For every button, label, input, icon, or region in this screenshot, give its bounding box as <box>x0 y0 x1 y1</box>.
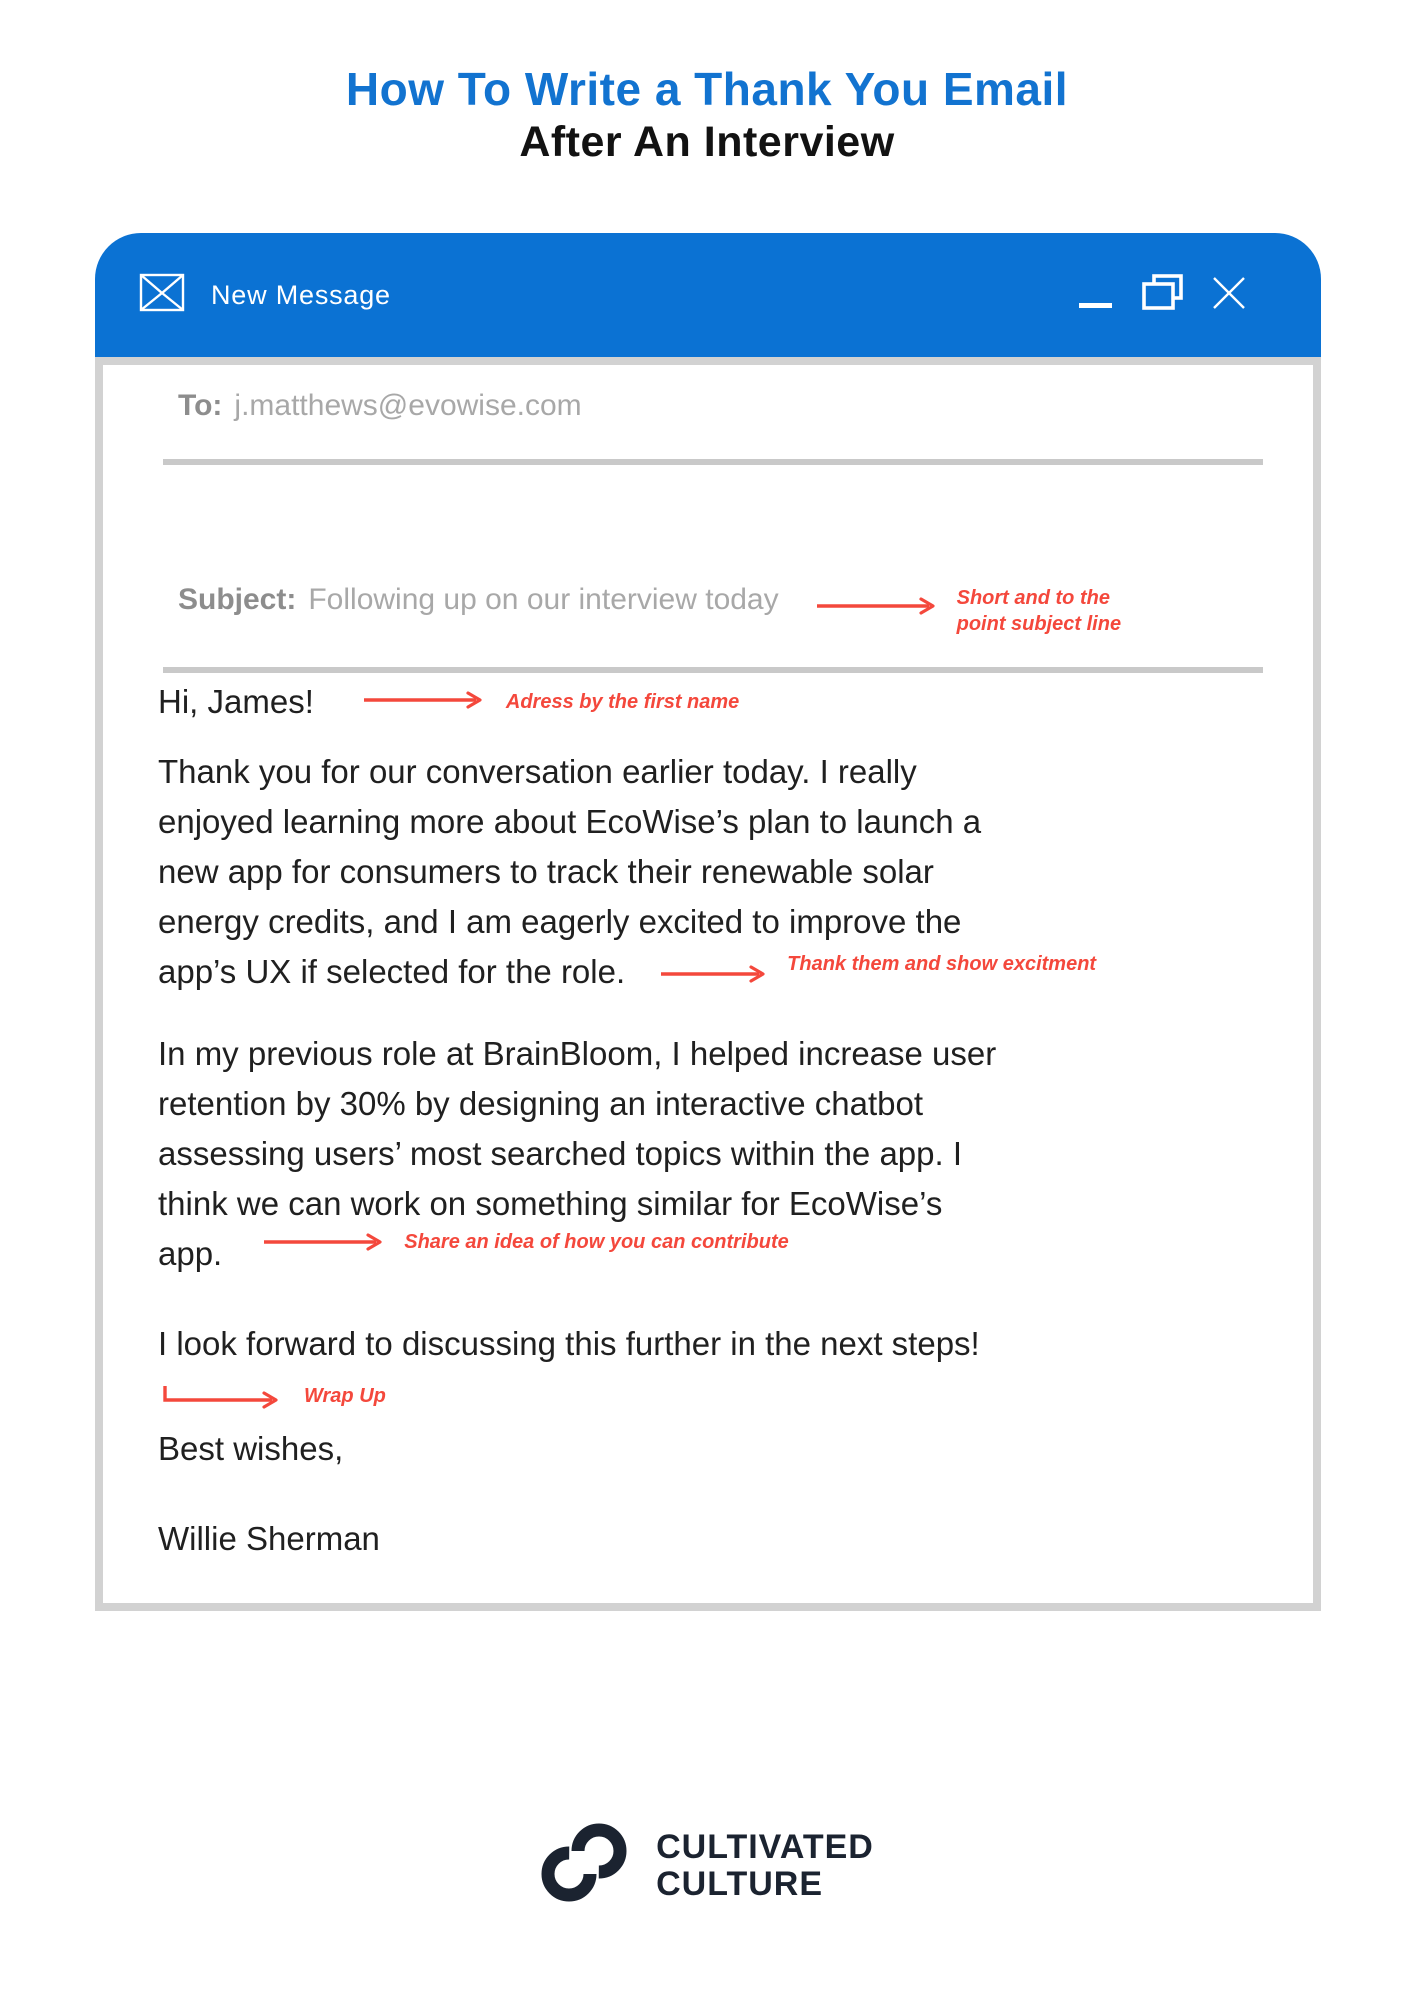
subject-annotation <box>817 583 1135 637</box>
field-divider <box>163 459 1263 465</box>
body-text-line: energy credits, and I am eagerly excited to improve the <box>158 903 962 940</box>
page-title: How To Write a Thank You Email <box>345 63 1069 115</box>
arrow-right-icon <box>661 963 769 985</box>
to-label: To: <box>178 389 223 422</box>
email-window-body <box>95 357 1321 1611</box>
arrow-right-icon <box>817 595 939 617</box>
greeting-annotation-text: Adress by the first name <box>505 691 740 713</box>
wrapup-annotation <box>158 1381 1313 1411</box>
to-value: j.matthews@evowise.com <box>234 389 582 422</box>
body-text-line: assessing users’ most searched topics within the app. I <box>158 1135 963 1172</box>
envelope-icon <box>139 272 185 318</box>
body-text-line: think we can work on something similar for EcoWise’s <box>158 1185 943 1222</box>
to-field[interactable] <box>103 389 1313 423</box>
signature-text: Willie Sherman <box>158 1520 380 1557</box>
brand-line1: CULTIVATED <box>656 1827 874 1866</box>
email-message-body[interactable] <box>103 677 1313 1564</box>
excitement-annotation <box>661 947 1097 985</box>
signoff-text: Best wishes, <box>158 1430 344 1467</box>
arrow-right-icon <box>364 689 486 711</box>
body-text-line: enjoyed learning more about EcoWise’s plan to launch a <box>158 803 982 840</box>
body-text-line: retention by 30% by designing an interactive chatbot <box>158 1085 923 1122</box>
close-icon[interactable] <box>1211 275 1247 316</box>
contribute-annotation <box>264 1229 789 1255</box>
page-subtitle: After An Interview <box>519 118 895 166</box>
greeting-annotation <box>364 689 739 715</box>
window-title: New Message <box>211 279 391 310</box>
brand-line2: CULTURE <box>656 1864 824 1903</box>
paragraph-thank-you <box>158 747 1313 997</box>
email-compose-window <box>95 233 1321 1611</box>
arrow-right-icon <box>264 1231 386 1253</box>
field-divider <box>163 667 1263 673</box>
closing-line: I look forward to discussing this further in the next steps! <box>158 1325 980 1362</box>
corner-arrow-right-icon <box>162 1382 282 1410</box>
window-titlebar[interactable] <box>95 233 1321 357</box>
body-text-line: In my previous role at BrainBloom, I helped increase user <box>158 1035 997 1072</box>
window-controls <box>1077 273 1247 318</box>
minimize-icon[interactable] <box>1077 275 1115 316</box>
paragraph-previous-role <box>158 1029 1313 1279</box>
brand-footer <box>0 1822 1414 1909</box>
subject-annotation-text: Short and to the point subject line <box>956 587 1122 635</box>
wrapup-annotation-text: Wrap Up <box>304 1385 386 1407</box>
contribute-annotation-text: Share an idea of how you can contribute <box>404 1231 789 1253</box>
subject-label: Subject: <box>178 583 297 616</box>
greeting-text: Hi, James! <box>158 683 314 720</box>
body-text-line: new app for consumers to track their renewable solar <box>158 853 934 890</box>
cultivated-culture-logo-icon <box>540 1822 630 1909</box>
body-text-line: app. <box>158 1235 223 1272</box>
brand-name <box>656 1829 874 1903</box>
subject-value: Following up on our interview today <box>308 583 779 616</box>
excitement-annotation-text: Thank them and show excitment <box>787 953 1097 975</box>
body-text-line: Thank you for our conversation earlier today. I really <box>158 753 917 790</box>
subject-field[interactable] <box>103 583 1313 635</box>
restore-window-icon[interactable] <box>1141 273 1185 318</box>
body-text-line: app’s UX if selected for the role. <box>158 953 626 990</box>
